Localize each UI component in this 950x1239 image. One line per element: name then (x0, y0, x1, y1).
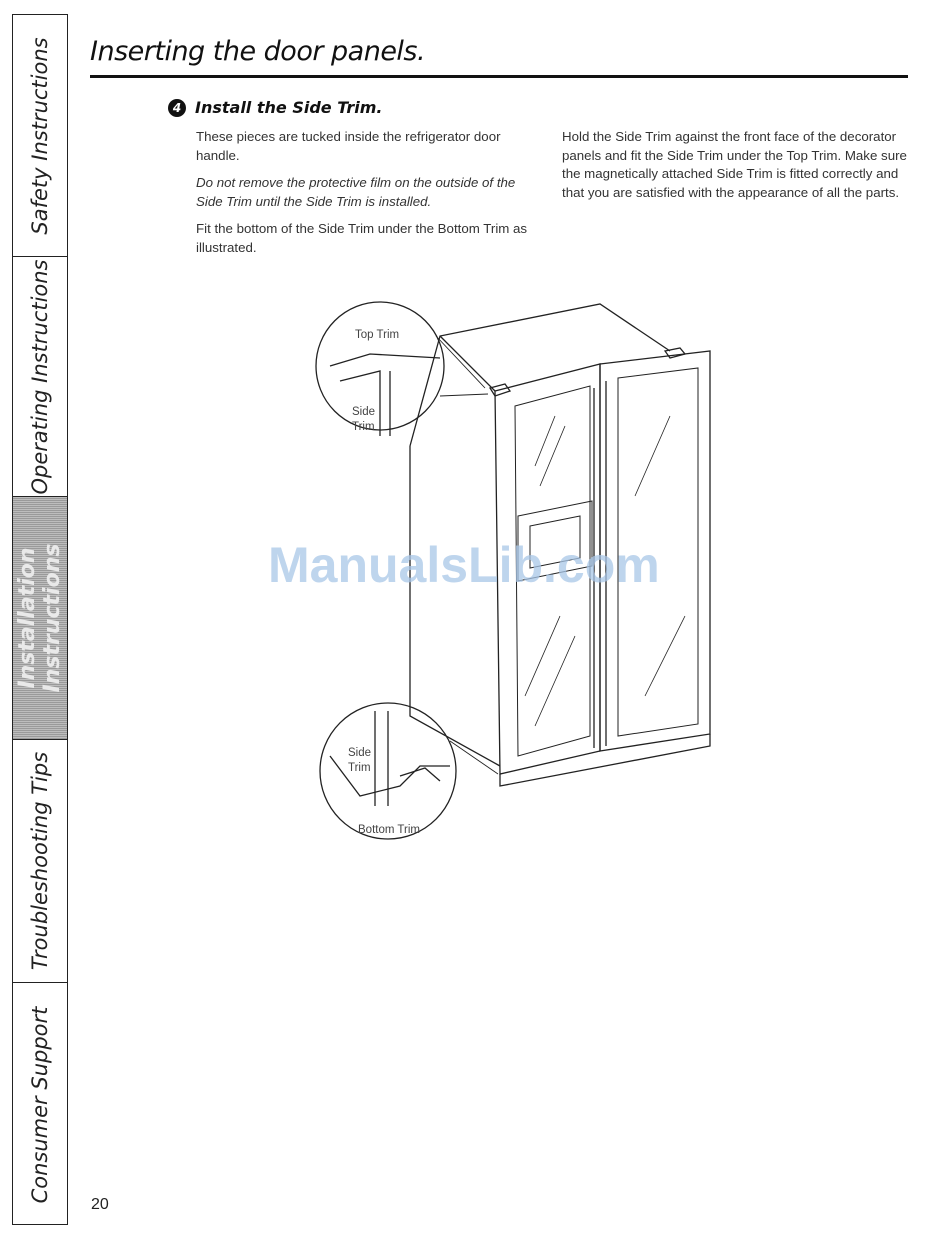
left-text-column (196, 128, 541, 266)
tab-label (15, 544, 65, 693)
tab-label: Troubleshooting Tips (28, 751, 52, 971)
title-divider (90, 75, 908, 78)
tab-label-line1: Installation (15, 547, 40, 689)
step-number-badge: 4 (168, 99, 186, 117)
tab-label-line2: Instructions (40, 543, 65, 693)
label-side-trim-bottom-1: Side (348, 747, 372, 759)
label-side-trim-top-1: Side (352, 406, 376, 418)
tab-label: Safety Instructions (28, 36, 52, 235)
section-tabs (12, 14, 68, 1225)
label-bottom-trim: Bottom Trim (358, 824, 420, 836)
watermark: ManualsLib.com (268, 537, 660, 593)
label-side-trim-bottom-2: Trim (348, 762, 371, 774)
right-text-column (562, 128, 907, 211)
tab-label: Consumer Support (28, 1006, 52, 1203)
page-number: 20 (91, 1196, 109, 1213)
tab-consumer-support[interactable] (13, 983, 67, 1226)
paragraph: Fit the bottom of the Side Trim under the Bottom Trim as illustrated. (196, 221, 528, 255)
tab-installation-instructions[interactable] (13, 497, 67, 740)
paragraph: Hold the Side Trim against the front face of the decorator panels and fit the Side Trim under the Top Trim. Make sure the magnetically attached Side Trim is fitted correctly and that you are satisfied with the appearance of all the parts. (562, 129, 907, 200)
paragraph: These pieces are tucked inside the refrigerator door handle. (196, 129, 501, 163)
label-top-trim: Top Trim (355, 329, 400, 341)
step-title: Install the Side Trim. (195, 98, 383, 117)
step-heading (168, 98, 382, 117)
caution-paragraph: Do not remove the protective film on the outside of the Side Trim until the Side Trim is installed. (196, 175, 516, 209)
label-side-trim-top-2: Trim (352, 421, 375, 433)
tab-troubleshooting-tips[interactable] (13, 740, 67, 983)
tab-operating-instructions[interactable] (13, 257, 67, 497)
tab-safety-instructions[interactable] (13, 15, 67, 257)
page-title: Inserting the door panels. (90, 36, 426, 67)
tab-label: Operating Instructions (28, 259, 52, 494)
